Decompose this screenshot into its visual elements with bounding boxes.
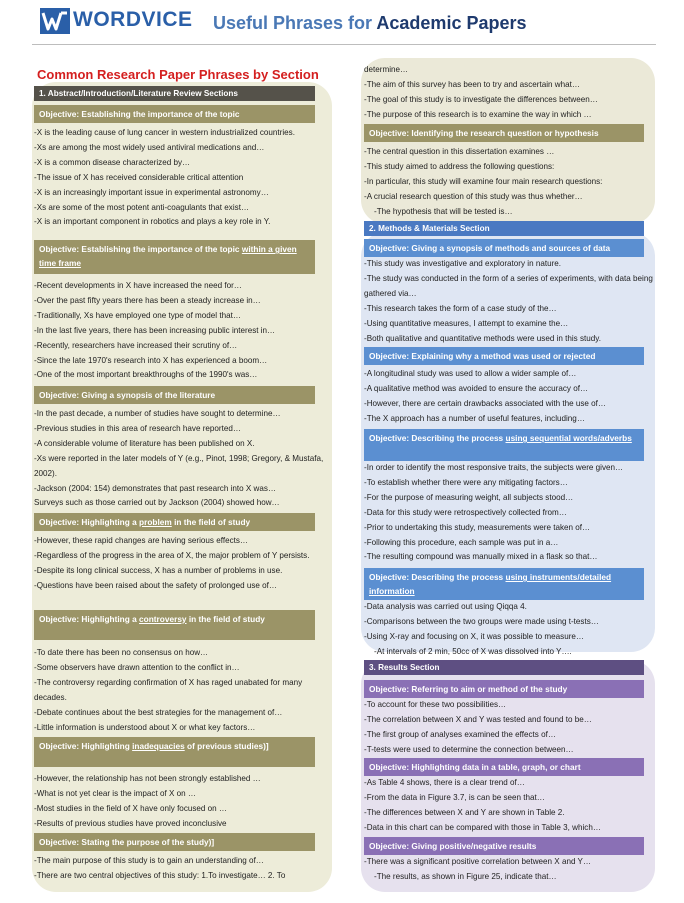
list-item: -Despite its long clinical success, X has a number of problems in use. xyxy=(34,565,283,575)
objective-importance-time xyxy=(34,240,315,274)
list-item: -Over the past fifty years there has been a steady increase in… xyxy=(34,295,261,305)
list-item: -In particular, this study will examine four main research questions: xyxy=(364,176,603,186)
list-item: -As Table 4 shows, there is a clear trend of… xyxy=(364,778,525,787)
list-item: -The first group of analyses examined the effects of… xyxy=(364,729,556,739)
page-title: Common Research Paper Phrases by Section xyxy=(37,67,319,82)
list-item: -From the data in Figure 3.7, is can be seen that… xyxy=(364,792,545,802)
objective-text: Objective: Highlighting xyxy=(39,741,130,751)
objective-text-end: in the field of study xyxy=(188,614,265,624)
header-title-prefix: Useful Phrases for xyxy=(213,13,373,33)
objective-sequential-words xyxy=(364,429,644,461)
list-item: -The results, as shown in Figure 25, indicate that… xyxy=(374,871,557,881)
list-item: -Previous studies in this area of research have reported… xyxy=(34,423,241,433)
list-item: -Most studies in the field of X have only focused on … xyxy=(34,803,228,813)
list-purpose-continued xyxy=(364,63,654,123)
list-item: -In the past decade, a number of studies have sought to determine… xyxy=(34,409,281,418)
objective-importance: Objective: Establishing the importance of the topic xyxy=(34,105,315,123)
section-header-intro: 1. Abstract/Introduction/Literature Review Sections xyxy=(34,86,315,101)
list-item: -The resulting compound was manually mixed in a flask so that… xyxy=(364,552,598,562)
list-item: -In the last five years, there has been increasing public interest in… xyxy=(34,325,276,335)
list-item: -A crucial research question of this study was thus whether… xyxy=(364,191,583,201)
objective-text: Objective: Describing the process xyxy=(369,433,504,443)
header xyxy=(0,0,684,46)
objective-text-end: in the field of study xyxy=(174,517,251,527)
list-item: -Both qualitative and quantitative methods were used in this study. xyxy=(364,333,601,343)
list-item: -A longitudinal study was used to allow a wider sample of… xyxy=(364,369,577,378)
list-item: -Using X-ray and focusing on X, it was possible to measure… xyxy=(364,631,584,641)
list-item: -This study was investigative and exploratory in nature. xyxy=(364,259,562,268)
header-title xyxy=(213,13,527,34)
list-instruments xyxy=(364,600,654,660)
list-synopsis-methods xyxy=(364,257,654,346)
list-item: -Questions have been raised about the safety of prolonged use of… xyxy=(34,580,277,590)
list-item: -The controversy regarding confirmation of X has raged unabated for many decades. xyxy=(34,677,303,702)
list-item: -Recently, researchers have increased their scrutiny of… xyxy=(34,340,238,350)
list-item: determine… xyxy=(364,65,409,74)
list-item: Surveys such as those carried out by Jackson (2004) showed how… xyxy=(34,498,280,508)
list-item: -The hypothesis that will be tested is… xyxy=(374,206,513,216)
list-item: -However, the relationship has not been strongly established … xyxy=(34,774,261,783)
list-item: -Regardless of the progress in the area of X, the major problem of Y persists. xyxy=(34,550,310,560)
list-purpose xyxy=(34,854,332,884)
objective-inadequacies xyxy=(34,737,315,767)
objective-synopsis-literature: Objective: Giving a synopsis of the literature xyxy=(34,386,315,404)
wordvice-logo-icon xyxy=(40,8,70,34)
brand-name: WORDVICE xyxy=(73,8,193,31)
list-item: -To establish whether there were any mitigating factors… xyxy=(364,477,568,487)
list-item: -At intervals of 2 min, 50cc of X was dissolved into Y…. xyxy=(374,646,572,656)
list-item: -Since the late 1970's research into X has experienced a boom… xyxy=(34,355,268,365)
list-item: -Xs are among the most widely used antiviral medications and… xyxy=(34,142,265,152)
objective-underlined: controversy xyxy=(139,614,187,624)
objective-underlined: using sequential words/adverbs xyxy=(505,433,632,443)
objective-underlined: using instruments/detailed information xyxy=(369,572,612,596)
list-item: -There was a significant positive correlation between X and Y… xyxy=(364,857,592,866)
list-item: -The aim of this survey has been to try and ascertain what… xyxy=(364,79,580,89)
list-item: -Little information is understood about X or what key factors… xyxy=(34,722,256,732)
list-results xyxy=(364,855,654,885)
list-item: -The issue of X has received considerable critical attention xyxy=(34,172,244,182)
section-header-methods: 2. Methods & Materials Section xyxy=(364,221,644,236)
objective-text: Objective: Highlighting a xyxy=(39,517,137,527)
header-divider xyxy=(32,44,656,45)
objective-controversy xyxy=(34,610,315,640)
list-item: -The main purpose of this study is to gain an understanding of… xyxy=(34,856,264,865)
list-item: -Data analysis was carried out using Qiqqa 4. xyxy=(364,602,527,611)
objective-text: Objective: Highlighting a xyxy=(39,614,137,624)
objective-table-graph: Objective: Highlighting data in a table, graph, or chart xyxy=(364,758,644,776)
list-item: -To date there has been no consensus on how… xyxy=(34,648,209,657)
list-importance-time xyxy=(34,279,334,383)
objective-method-rationale: Objective: Explaining why a method was used or rejected xyxy=(364,347,644,365)
list-item: -Following this procedure, each sample was put in a… xyxy=(364,537,559,547)
list-item: -One of the most important breakthroughs of the 1990's was… xyxy=(34,370,258,380)
list-item: -This study aimed to address the following questions: xyxy=(364,161,555,171)
objective-purpose: Objective: Stating the purpose of the study)] xyxy=(34,833,315,851)
list-item: -Xs are some of the most potent anti-coagulants that exist… xyxy=(34,202,250,212)
list-item: -Data for this study were retrospectively collected from… xyxy=(364,507,567,517)
objective-text: Objective: Establishing the importance of the topic xyxy=(39,244,240,254)
objective-underlined: inadequacies xyxy=(132,741,185,751)
objective-text-end: of previous studies)] xyxy=(187,741,269,751)
list-item: -Using quantitative measures, I attempt to examine the… xyxy=(364,318,569,328)
list-importance xyxy=(34,126,334,230)
list-item: -The X approach has a number of useful features, including… xyxy=(364,413,585,423)
list-controversy xyxy=(34,646,332,735)
list-item: -Traditionally, Xs have employed one type of model that… xyxy=(34,310,241,320)
objective-aim-method: Objective: Referring to aim or method of the study xyxy=(364,680,644,698)
objective-research-question: Objective: Identifying the research question or hypothesis xyxy=(364,124,644,142)
list-problem xyxy=(34,534,332,594)
objective-problem xyxy=(34,513,315,531)
section-header-results: 3. Results Section xyxy=(364,660,644,675)
list-inadequacies xyxy=(34,772,332,832)
list-item: -The differences between X and Y are shown in Table 2. xyxy=(364,807,565,817)
objective-results: Objective: Giving positive/negative results xyxy=(364,837,644,855)
list-item: -This research takes the form of a case study of the… xyxy=(364,303,557,313)
list-item: -What is not yet clear is the impact of X on … xyxy=(34,788,196,798)
list-item: -Some observers have drawn attention to the conflict in… xyxy=(34,662,240,672)
objective-synopsis-methods: Objective: Giving a synopsis of methods and sources of data xyxy=(364,239,644,257)
list-item: -However, these rapid changes are having serious effects… xyxy=(34,536,249,545)
objective-text: Objective: Describing the process xyxy=(369,572,504,582)
list-item: -Data in this chart can be compared with those in Table 3, which… xyxy=(364,822,601,832)
list-item: -However, there are certain drawbacks associated with the use of… xyxy=(364,398,607,408)
list-item: -X is an important component in robotics and plays a key role in Y. xyxy=(34,217,271,227)
list-item: -X is an increasingly important issue in experimental astronomy… xyxy=(34,187,269,197)
list-synopsis-literature xyxy=(34,407,332,511)
list-table-graph xyxy=(364,776,654,836)
list-sequential-words xyxy=(364,461,654,565)
list-item: -X is the leading cause of lung cancer in western industrialized countries. xyxy=(34,128,295,137)
objective-instruments xyxy=(364,568,644,600)
list-item: -The correlation between X and Y was tested and found to be… xyxy=(364,714,592,724)
list-item: -In order to identify the most responsive traits, the subjects were given… xyxy=(364,463,624,472)
list-item: -To account for these two possibilities… xyxy=(364,700,507,709)
list-item: -The purpose of this research is to examine the way in which … xyxy=(364,109,592,119)
list-item: -Jackson (2004: 154) demonstrates that past research into X was… xyxy=(34,483,277,493)
list-method-rationale xyxy=(364,367,654,427)
list-item: -The central question in this dissertation examines … xyxy=(364,147,555,156)
list-item: -A qualitative method was avoided to ensure the accuracy of… xyxy=(364,383,589,393)
list-item: -For the purpose of measuring weight, all subjects stood… xyxy=(364,492,574,502)
list-aim-method xyxy=(364,698,654,758)
list-item: -The study was conducted in the form of a series of experiments, with data being gathered via… xyxy=(364,273,653,298)
list-item: -Results of previous studies have proved inconclusive xyxy=(34,818,227,828)
header-title-emphasis: Academic Papers xyxy=(376,13,527,33)
list-research-question xyxy=(364,145,654,220)
list-item: -Xs were reported in the later models of Y (e.g., Pinot, 1998; Gregory, & Mustafa, 2002). xyxy=(34,453,324,478)
objective-underlined: within a given time frame xyxy=(39,244,297,268)
list-item: -Debate continues about the best strategies for the management of… xyxy=(34,707,283,717)
list-item: -T-tests were used to determine the connection between… xyxy=(364,744,574,754)
list-item: -The goal of this study is to investigate the differences between… xyxy=(364,94,598,104)
objective-underlined: problem xyxy=(139,517,172,527)
list-item: -There are two central objectives of this study: 1.To investigate… 2. To xyxy=(34,870,286,880)
list-item: -A considerable volume of literature has been published on X. xyxy=(34,438,255,448)
list-item: -X is a common disease characterized by… xyxy=(34,157,191,167)
list-item: -Comparisons between the two groups were made using t-tests… xyxy=(364,616,599,626)
list-item: -Prior to undertaking this study, measurements were taken of… xyxy=(364,522,591,532)
list-item: -Recent developments in X have increased the need for… xyxy=(34,281,242,290)
